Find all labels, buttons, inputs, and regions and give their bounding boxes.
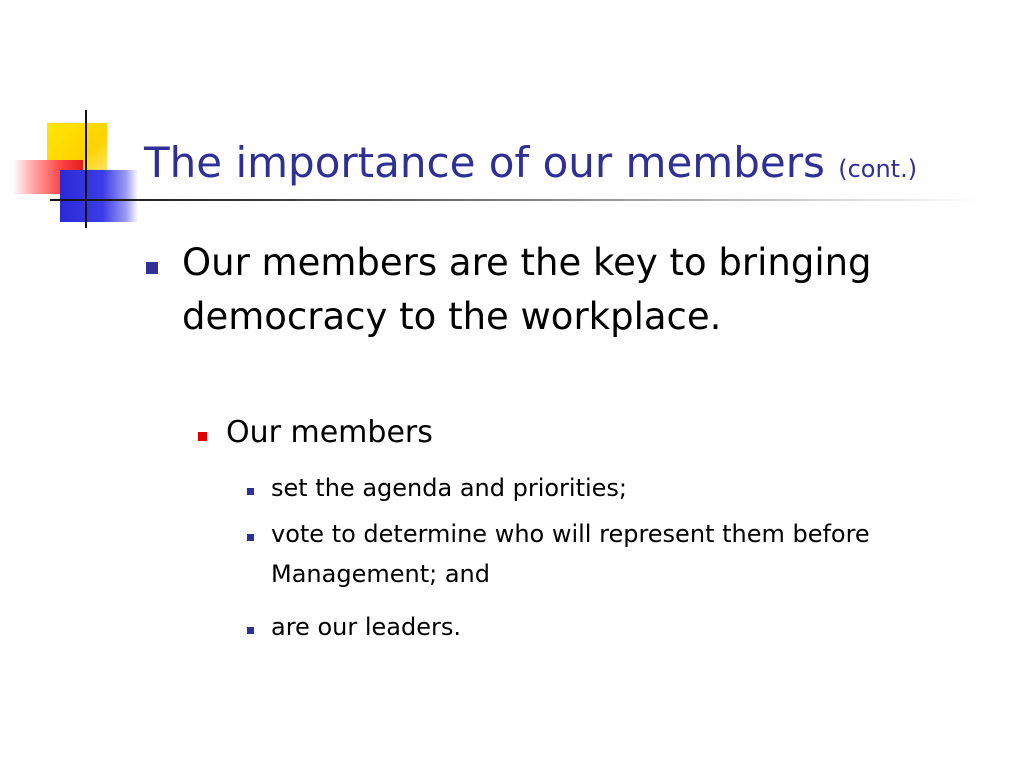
slide-title — [144, 137, 917, 195]
bullet-level-3-text: set the agenda and priorities; — [271, 474, 628, 502]
bullet-level-3-text: vote to determine who will represent them before Management; and — [271, 520, 870, 588]
logo-vertical-line — [85, 110, 87, 228]
bullet-level-3-text: are our leaders. — [271, 613, 461, 641]
bullet-square-icon — [146, 262, 158, 274]
bullet-square-icon — [198, 432, 207, 441]
bullet-square-icon — [247, 488, 254, 495]
decorative-logo — [0, 0, 160, 240]
title-underline — [50, 199, 980, 201]
bullet-level-1-text: Our members are the key to bringing democracy to the workplace. — [182, 241, 872, 338]
logo-blue-square — [60, 170, 138, 222]
bullet-level-2-text: Our members — [226, 415, 433, 450]
bullet-square-icon — [247, 534, 254, 541]
slide-title-main: The importance of our members — [144, 138, 825, 187]
slide-title-suffix: (cont.) — [838, 155, 918, 183]
bullet-square-icon — [247, 627, 254, 634]
